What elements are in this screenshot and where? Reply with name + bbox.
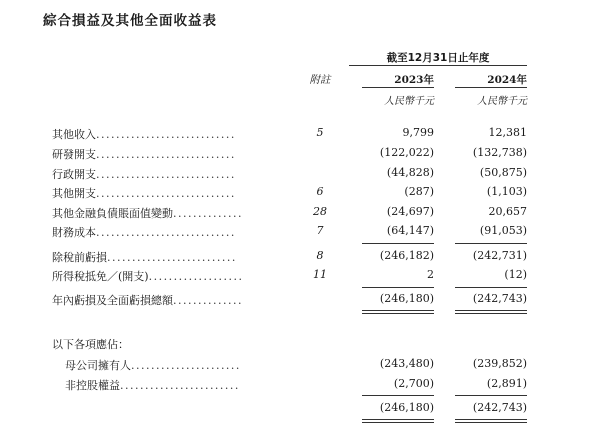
row-value-2023: (122,022)	[379, 146, 434, 159]
period-header: 截至12月31日止年度	[386, 52, 490, 64]
attr-double-rule-2024-b	[455, 422, 527, 423]
row-note: 7	[316, 224, 324, 237]
row-value-2024: (12)	[504, 268, 527, 281]
double-rule-2024-a	[455, 310, 527, 311]
row-value-2024: (242,743)	[472, 401, 527, 414]
row-value-2023: (2,700)	[393, 377, 434, 390]
row-value-2023: (246,180)	[379, 401, 434, 414]
table-row-total	[0, 292, 600, 310]
row-label: 母公司擁有人......................	[65, 359, 241, 372]
table-row	[0, 185, 600, 203]
attr-double-rule-2023-a	[362, 419, 434, 420]
attr-total-rule-2023	[362, 395, 434, 396]
attr-double-rule-2023-b	[362, 422, 434, 423]
row-label: 所得稅抵免／(開支)...................	[52, 270, 244, 283]
row-label: 非控股權益........................	[65, 379, 240, 392]
row-note: 5	[316, 126, 324, 139]
row-note: 8	[316, 249, 324, 262]
unit-2024: 人民幣千元	[477, 96, 527, 107]
row-value-2023: (24,697)	[386, 205, 434, 218]
row-label: 研發開支............................	[52, 148, 236, 161]
note-column-header: 附註	[309, 74, 331, 86]
table-row	[0, 126, 600, 144]
row-value-2023: (243,480)	[379, 357, 434, 370]
row-note: 6	[316, 185, 324, 198]
table-row	[0, 166, 600, 184]
year-2023-underline	[362, 87, 434, 88]
row-value-2024: (242,731)	[472, 249, 527, 262]
year-2023-header: 2023年	[394, 74, 434, 86]
statement-title: 綜合損益及其他全面收益表	[43, 13, 217, 29]
row-note: 28	[313, 205, 327, 218]
row-value-2023: (246,182)	[379, 249, 434, 262]
row-label: 其他收入............................	[52, 128, 236, 141]
row-label: 除稅前虧損..........................	[52, 251, 237, 264]
row-value-2024: (239,852)	[472, 357, 527, 370]
row-value-2023: 2	[427, 268, 434, 281]
table-row-total	[0, 401, 600, 419]
period-underline	[349, 65, 527, 66]
unit-2023: 人民幣千元	[384, 96, 434, 107]
row-value-2024: (132,738)	[472, 146, 527, 159]
year-2024-header: 2024年	[487, 74, 527, 86]
row-value-2024: (91,053)	[479, 224, 527, 237]
row-value-2023: (64,147)	[386, 224, 434, 237]
row-value-2024: 12,381	[488, 126, 527, 139]
row-value-2024: (1,103)	[486, 185, 527, 198]
year-2024-underline	[455, 87, 527, 88]
double-rule-2024-b	[455, 313, 527, 314]
row-label: 行政開支............................	[52, 168, 236, 181]
total-rule-top-2023	[362, 287, 434, 288]
subtotal-rule-2024	[455, 243, 527, 244]
row-value-2024: (242,743)	[472, 292, 527, 305]
table-row	[0, 224, 600, 242]
row-value-2023: (246,180)	[379, 292, 434, 305]
table-row	[0, 249, 600, 267]
attributable-header: 以下各項應佔：	[52, 338, 129, 351]
total-rule-top-2024	[455, 287, 527, 288]
row-value-2023: (287)	[404, 185, 434, 198]
attr-double-rule-2024-a	[455, 419, 527, 420]
table-row	[0, 146, 600, 164]
row-label: 年內虧損及全面虧損總額..............	[52, 294, 243, 307]
double-rule-2023-b	[362, 313, 434, 314]
row-value-2024: (50,875)	[479, 166, 527, 179]
subtotal-rule-2023	[362, 243, 434, 244]
row-value-2023: 9,799	[402, 126, 434, 139]
table-row	[0, 377, 600, 395]
row-note: 11	[313, 268, 327, 281]
attr-total-rule-2024	[455, 395, 527, 396]
row-value-2024: 20,657	[488, 205, 527, 218]
table-row	[0, 205, 600, 223]
table-row	[0, 268, 600, 286]
double-rule-2023-a	[362, 310, 434, 311]
row-value-2023: (44,828)	[386, 166, 434, 179]
row-value-2024: (2,891)	[486, 377, 527, 390]
row-label: 財務成本............................	[52, 226, 236, 239]
table-row	[0, 357, 600, 375]
row-label: 其他金融負債賬面值變動..............	[52, 207, 243, 220]
row-label: 其他開支............................	[52, 187, 236, 200]
